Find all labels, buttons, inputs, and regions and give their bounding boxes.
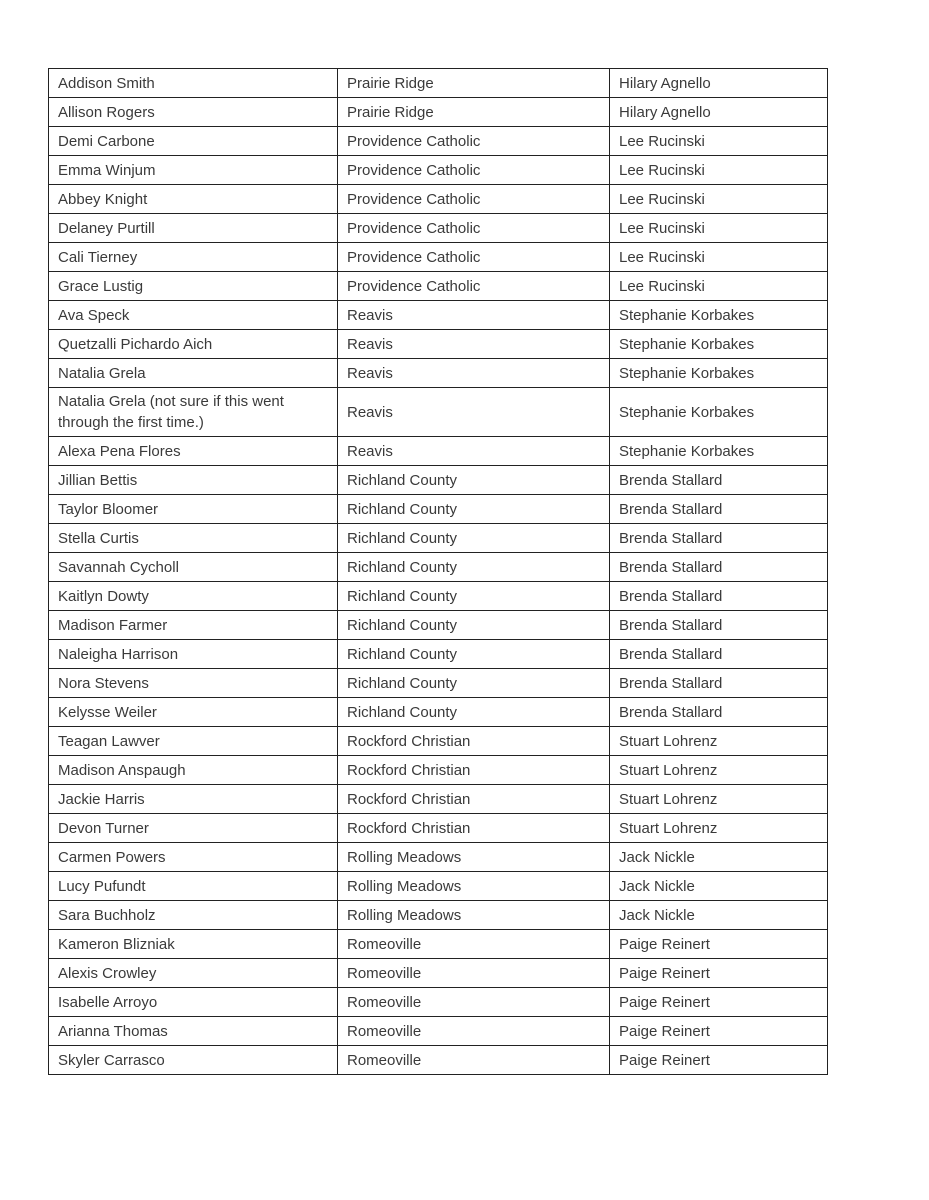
student-name-cell: Kaitlyn Dowty (49, 582, 338, 611)
student-name-cell: Nora Stevens (49, 669, 338, 698)
school-cell: Prairie Ridge (338, 98, 610, 127)
coach-cell: Paige Reinert (610, 930, 828, 959)
roster-table (48, 68, 828, 1075)
school-cell: Providence Catholic (338, 156, 610, 185)
coach-cell: Jack Nickle (610, 843, 828, 872)
school-cell: Providence Catholic (338, 243, 610, 272)
coach-cell: Brenda Stallard (610, 495, 828, 524)
coach-cell: Paige Reinert (610, 1046, 828, 1075)
table-row (49, 959, 828, 988)
school-cell: Reavis (338, 388, 610, 437)
school-cell: Richland County (338, 669, 610, 698)
school-cell: Romeoville (338, 1046, 610, 1075)
coach-cell: Brenda Stallard (610, 582, 828, 611)
table-row (49, 843, 828, 872)
coach-cell: Jack Nickle (610, 901, 828, 930)
coach-cell: Lee Rucinski (610, 127, 828, 156)
school-cell: Richland County (338, 495, 610, 524)
student-name-cell: Jackie Harris (49, 785, 338, 814)
school-cell: Rockford Christian (338, 785, 610, 814)
table-row (49, 127, 828, 156)
coach-cell: Stuart Lohrenz (610, 727, 828, 756)
student-name-cell: Lucy Pufundt (49, 872, 338, 901)
coach-cell: Lee Rucinski (610, 243, 828, 272)
student-name-cell: Naleigha Harrison (49, 640, 338, 669)
table-row (49, 388, 828, 437)
coach-cell: Stuart Lohrenz (610, 756, 828, 785)
school-cell: Rolling Meadows (338, 901, 610, 930)
coach-cell: Paige Reinert (610, 959, 828, 988)
coach-cell: Lee Rucinski (610, 214, 828, 243)
school-cell: Reavis (338, 330, 610, 359)
student-name-cell: Jillian Bettis (49, 466, 338, 495)
table-row (49, 243, 828, 272)
school-cell: Richland County (338, 524, 610, 553)
coach-cell: Brenda Stallard (610, 698, 828, 727)
roster-table-body (49, 69, 828, 1075)
table-row (49, 611, 828, 640)
coach-cell: Stuart Lohrenz (610, 785, 828, 814)
coach-cell: Hilary Agnello (610, 98, 828, 127)
school-cell: Richland County (338, 582, 610, 611)
coach-cell: Lee Rucinski (610, 156, 828, 185)
student-name-cell: Devon Turner (49, 814, 338, 843)
table-row (49, 872, 828, 901)
coach-cell: Jack Nickle (610, 872, 828, 901)
table-row (49, 1046, 828, 1075)
student-name-cell: Teagan Lawver (49, 727, 338, 756)
table-row (49, 301, 828, 330)
table-row (49, 330, 828, 359)
table-row (49, 272, 828, 301)
coach-cell: Hilary Agnello (610, 69, 828, 98)
school-cell: Rockford Christian (338, 727, 610, 756)
table-row (49, 814, 828, 843)
table-row (49, 930, 828, 959)
student-name-cell: Natalia Grela (not sure if this went through the first time.) (49, 388, 338, 437)
table-row (49, 185, 828, 214)
table-row (49, 698, 828, 727)
coach-cell: Stephanie Korbakes (610, 301, 828, 330)
table-row (49, 669, 828, 698)
table-row (49, 466, 828, 495)
table-row (49, 437, 828, 466)
coach-cell: Brenda Stallard (610, 524, 828, 553)
coach-cell: Brenda Stallard (610, 466, 828, 495)
school-cell: Reavis (338, 301, 610, 330)
student-name-cell: Abbey Knight (49, 185, 338, 214)
student-name-cell: Arianna Thomas (49, 1017, 338, 1046)
student-name-cell: Cali Tierney (49, 243, 338, 272)
student-name-cell: Emma Winjum (49, 156, 338, 185)
student-name-cell: Allison Rogers (49, 98, 338, 127)
student-name-cell: Ava Speck (49, 301, 338, 330)
table-row (49, 785, 828, 814)
school-cell: Romeoville (338, 1017, 610, 1046)
student-name-cell: Taylor Bloomer (49, 495, 338, 524)
school-cell: Romeoville (338, 930, 610, 959)
coach-cell: Brenda Stallard (610, 669, 828, 698)
school-cell: Richland County (338, 698, 610, 727)
student-name-cell: Madison Anspaugh (49, 756, 338, 785)
table-row (49, 727, 828, 756)
table-row (49, 553, 828, 582)
coach-cell: Stephanie Korbakes (610, 388, 828, 437)
school-cell: Rolling Meadows (338, 843, 610, 872)
table-row (49, 640, 828, 669)
student-name-cell: Natalia Grela (49, 359, 338, 388)
student-name-cell: Skyler Carrasco (49, 1046, 338, 1075)
school-cell: Romeoville (338, 988, 610, 1017)
school-cell: Rockford Christian (338, 814, 610, 843)
student-name-cell: Quetzalli Pichardo Aich (49, 330, 338, 359)
table-row (49, 901, 828, 930)
student-name-cell: Kameron Blizniak (49, 930, 338, 959)
table-row (49, 1017, 828, 1046)
table-row (49, 756, 828, 785)
school-cell: Richland County (338, 553, 610, 582)
student-name-cell: Savannah Cycholl (49, 553, 338, 582)
student-name-cell: Delaney Purtill (49, 214, 338, 243)
coach-cell: Paige Reinert (610, 1017, 828, 1046)
student-name-cell: Alexa Pena Flores (49, 437, 338, 466)
school-cell: Richland County (338, 640, 610, 669)
student-name-cell: Grace Lustig (49, 272, 338, 301)
student-name-cell: Kelysse Weiler (49, 698, 338, 727)
school-cell: Providence Catholic (338, 185, 610, 214)
school-cell: Reavis (338, 437, 610, 466)
student-name-cell: Demi Carbone (49, 127, 338, 156)
table-row (49, 988, 828, 1017)
school-cell: Providence Catholic (338, 127, 610, 156)
coach-cell: Stephanie Korbakes (610, 330, 828, 359)
school-cell: Richland County (338, 466, 610, 495)
coach-cell: Lee Rucinski (610, 272, 828, 301)
table-row (49, 98, 828, 127)
school-cell: Prairie Ridge (338, 69, 610, 98)
school-cell: Reavis (338, 359, 610, 388)
school-cell: Rockford Christian (338, 756, 610, 785)
table-row (49, 69, 828, 98)
coach-cell: Lee Rucinski (610, 185, 828, 214)
student-name-cell: Addison Smith (49, 69, 338, 98)
table-row (49, 156, 828, 185)
student-name-cell: Sara Buchholz (49, 901, 338, 930)
coach-cell: Paige Reinert (610, 988, 828, 1017)
school-cell: Providence Catholic (338, 272, 610, 301)
school-cell: Rolling Meadows (338, 872, 610, 901)
coach-cell: Brenda Stallard (610, 640, 828, 669)
school-cell: Richland County (338, 611, 610, 640)
student-name-cell: Stella Curtis (49, 524, 338, 553)
student-name-cell: Madison Farmer (49, 611, 338, 640)
coach-cell: Stephanie Korbakes (610, 359, 828, 388)
school-cell: Romeoville (338, 959, 610, 988)
table-row (49, 214, 828, 243)
coach-cell: Stephanie Korbakes (610, 437, 828, 466)
coach-cell: Brenda Stallard (610, 611, 828, 640)
school-cell: Providence Catholic (338, 214, 610, 243)
coach-cell: Brenda Stallard (610, 553, 828, 582)
student-name-cell: Carmen Powers (49, 843, 338, 872)
table-row (49, 359, 828, 388)
coach-cell: Stuart Lohrenz (610, 814, 828, 843)
student-name-cell: Isabelle Arroyo (49, 988, 338, 1017)
table-row (49, 495, 828, 524)
table-row (49, 582, 828, 611)
table-row (49, 524, 828, 553)
student-name-cell: Alexis Crowley (49, 959, 338, 988)
